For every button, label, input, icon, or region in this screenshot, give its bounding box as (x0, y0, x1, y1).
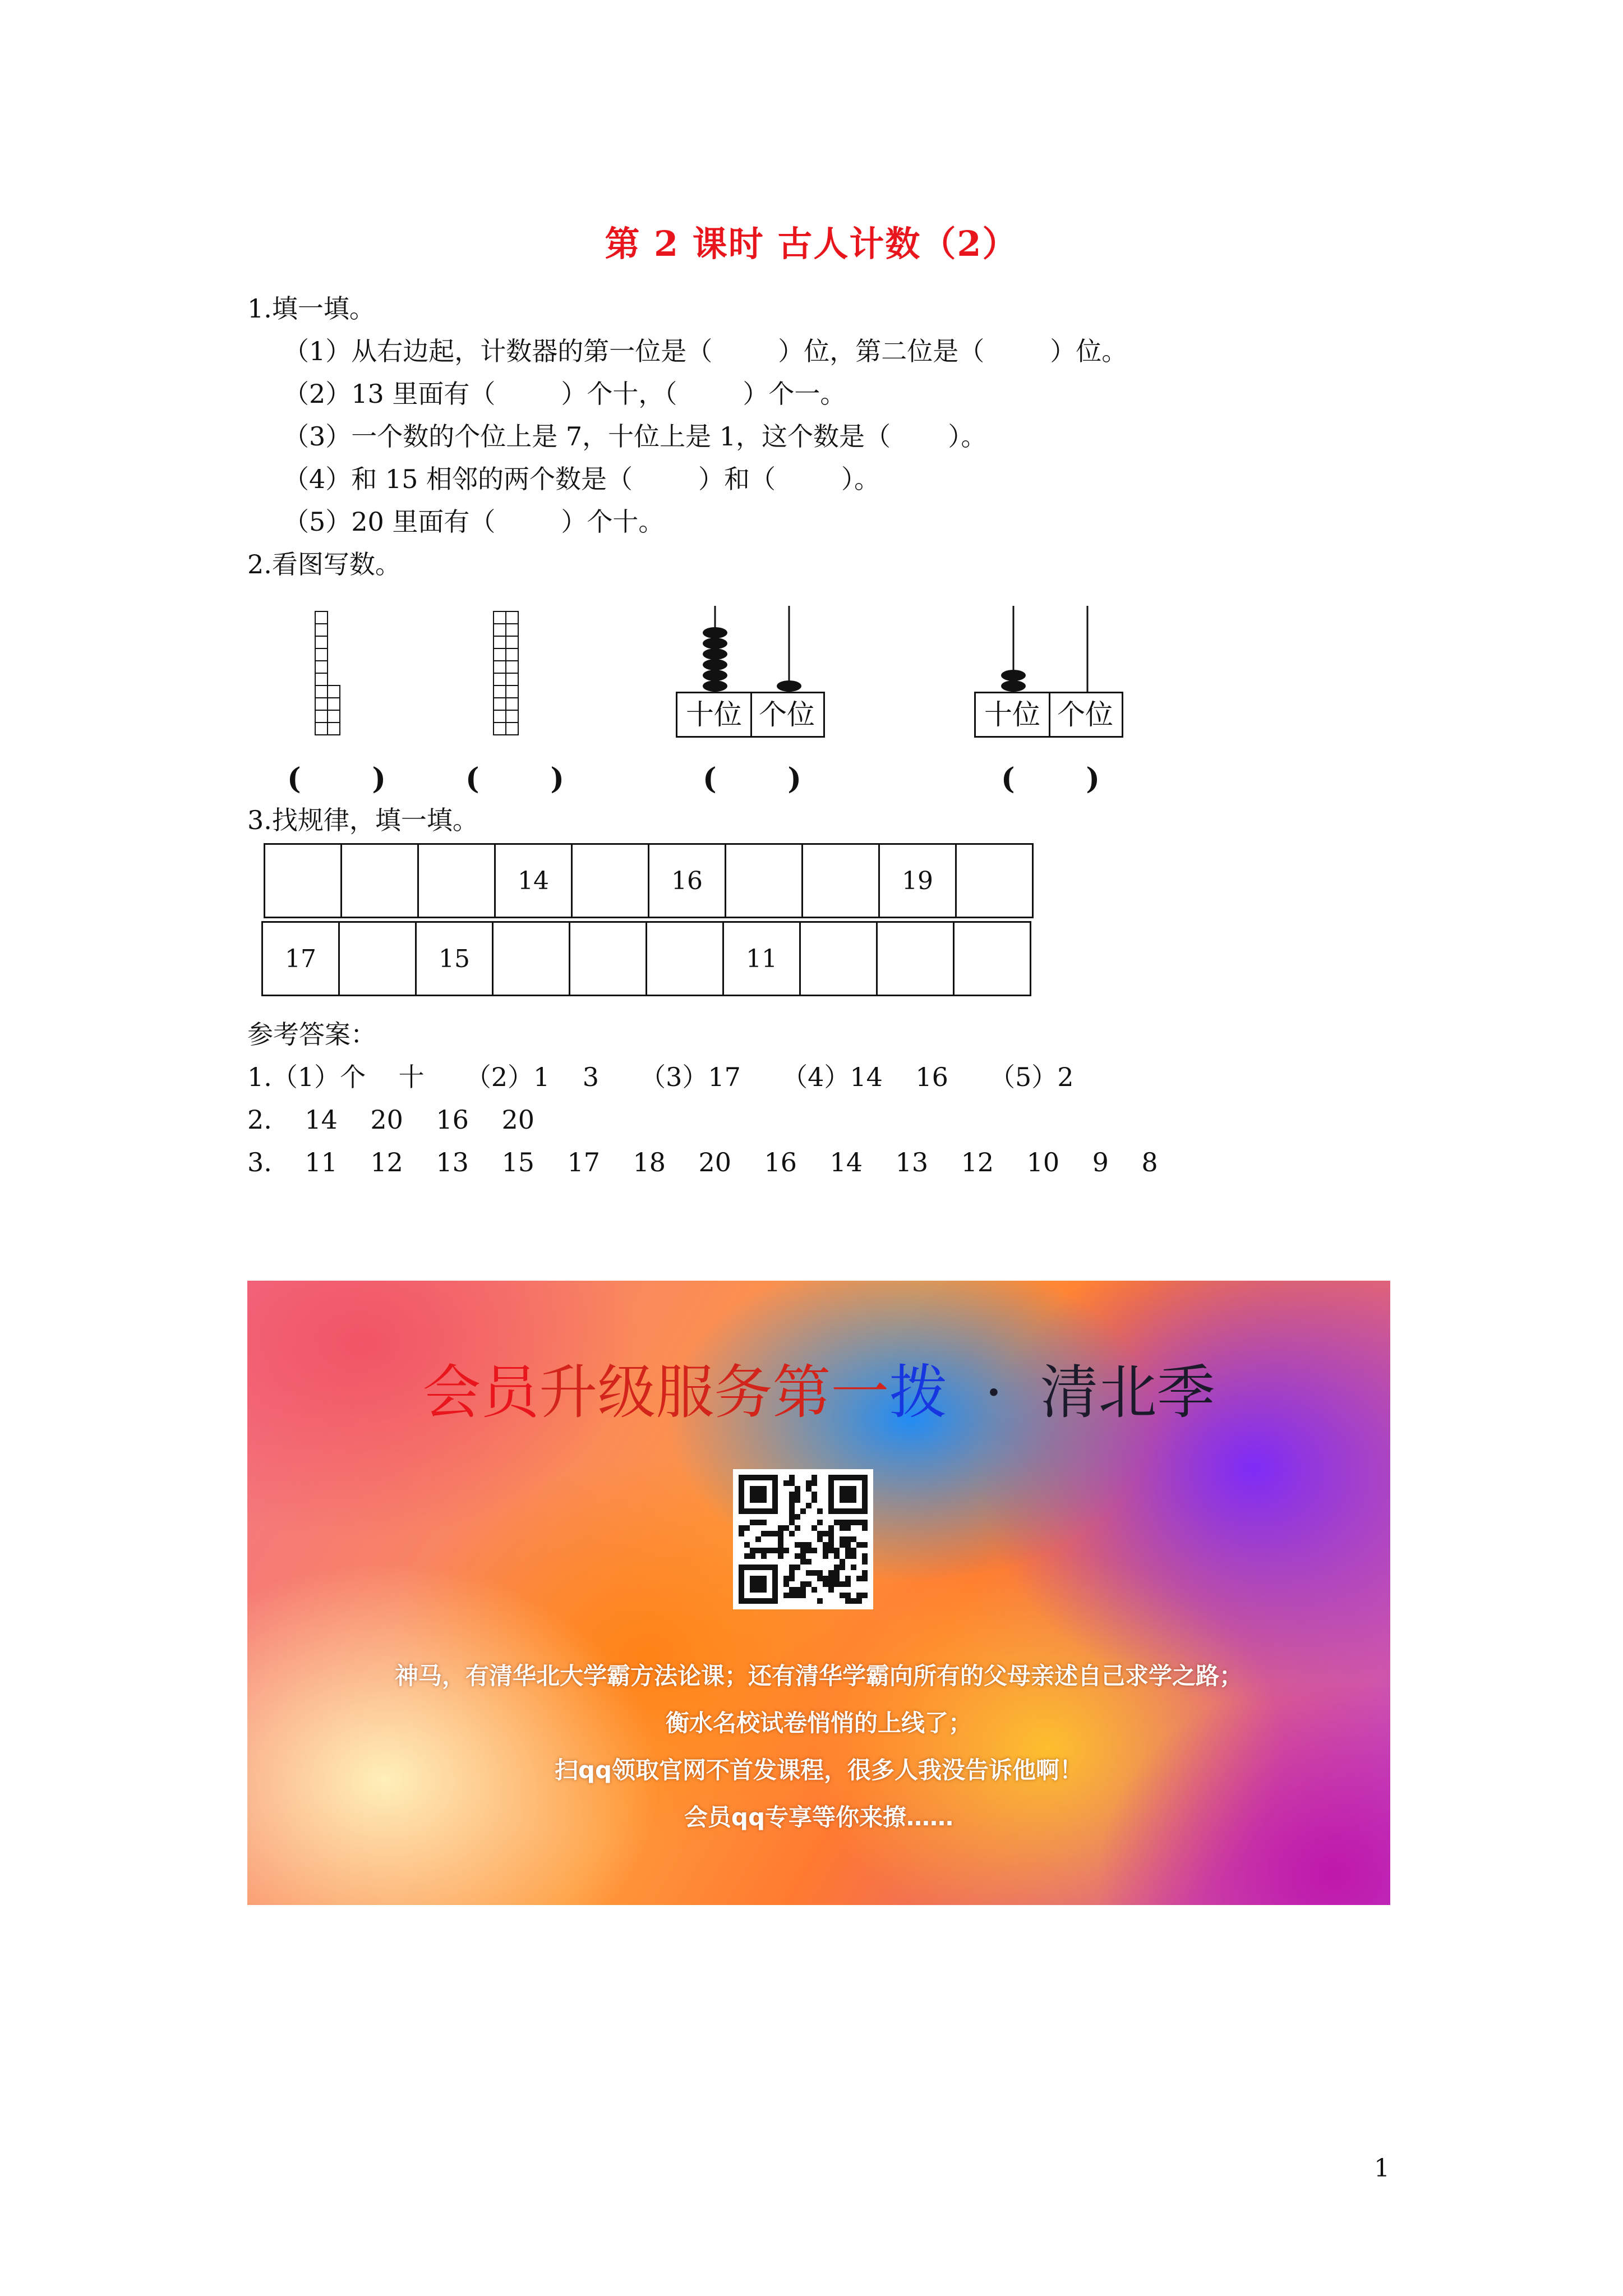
banner-line-2: 衡水名校试卷悄悄的上线了； (665, 1709, 972, 1737)
q1-item-1: （1）从右边起，计数器的第一位是（ ）位，第二位是（ ）位。 (283, 336, 1128, 366)
ten-block-cube (506, 698, 518, 710)
banner-line-4: 会员qq专享等你来撩…… (684, 1803, 954, 1831)
ten-block-cube (494, 723, 506, 735)
ten-block-cube (506, 636, 518, 648)
banner-title-blue: 拨 (889, 1358, 948, 1427)
ten-block-cube (494, 648, 506, 661)
answer-line-3: 3. 11 12 13 15 17 18 20 16 14 13 12 10 9 8 (247, 1147, 1158, 1177)
ten-block-cube (315, 636, 328, 648)
sequence-cell: 16 (649, 844, 726, 918)
sequence-cell (493, 922, 570, 996)
ten-block-cube (315, 685, 328, 698)
sequence-cell: 19 (879, 844, 956, 918)
q2-answer-blank-4: ( ) (1001, 762, 1100, 796)
abacus-figure-1 (703, 606, 801, 692)
sequence-cell (877, 922, 954, 996)
q1-heading: 1.填一填。 (247, 293, 375, 324)
ten-block-cube (315, 698, 328, 710)
one-block-cube (328, 698, 340, 710)
abacus1-tens-label: 十位 (676, 692, 752, 738)
q1-item-3: （3）一个数的个位上是 7，十位上是 1，这个数是（ ）。 (283, 421, 987, 452)
sequence-cell (342, 844, 418, 918)
ten-block-cube (506, 723, 518, 735)
tens-bead (703, 680, 727, 692)
abacus2-ones-label: 个位 (1049, 692, 1123, 738)
q2-figures (303, 583, 1481, 752)
tens-bead (1001, 670, 1026, 681)
ten-block-cube (494, 710, 506, 723)
ten-block-cube (506, 710, 518, 723)
q2-heading: 2.看图写数。 (247, 549, 401, 579)
answers-heading: 参考答案： (247, 1019, 376, 1050)
banner-title-dark: 清北季 (1040, 1358, 1215, 1427)
sequence-cell (572, 844, 649, 918)
ten-block-cube (494, 698, 506, 710)
sequence-cell (570, 922, 647, 996)
sequence-cell (956, 844, 1033, 918)
tens-bead (1001, 680, 1026, 692)
one-block-cube (328, 710, 340, 723)
banner-title-red: 会员 (422, 1358, 540, 1427)
sequence-cell: 17 (262, 922, 339, 996)
tens-bead (703, 659, 727, 670)
banner-line-1: 神马，有清华北大学霸方法论课；还有清华学霸向所有的父母亲述自己求学之路； (394, 1662, 1243, 1690)
ten-block-cube (494, 673, 506, 685)
q3-heading: 3.找规律，填一填。 (247, 805, 478, 835)
ten-block-cube (494, 624, 506, 636)
tens-bead (703, 627, 727, 638)
banner-title (247, 1345, 1390, 1429)
q1-item-5: （5）20 里面有（ ）个十。 (283, 507, 665, 537)
page-title: 第 2 课时 古人计数（2） (605, 223, 1018, 264)
sequence-cell: 14 (495, 844, 572, 918)
promo-banner[interactable] (247, 1281, 1390, 1905)
qr-code[interactable] (733, 1469, 873, 1609)
ones-bead (777, 680, 801, 692)
ten-block-cube (506, 685, 518, 698)
ten-block-cube (315, 661, 328, 673)
ten-block-cube (315, 673, 328, 685)
page-number: 1 (1374, 2154, 1390, 2183)
blocks-figure-1 (315, 611, 340, 735)
sequence-cell: 15 (416, 922, 493, 996)
sequence-cell (339, 922, 416, 996)
sequence-cell (800, 922, 877, 996)
blocks-figure-2 (494, 611, 518, 735)
abacus-figure-2 (1001, 606, 1087, 692)
ten-block-cube (315, 611, 328, 624)
tens-bead (703, 670, 727, 681)
abacus2-tens-label: 十位 (974, 692, 1050, 738)
tens-bead (703, 648, 727, 660)
ten-block-cube (506, 624, 518, 636)
ten-block-cube (506, 611, 518, 624)
ten-block-cube (506, 673, 518, 685)
sequence-cell (726, 844, 803, 918)
sequence-cell (803, 844, 879, 918)
q2-answer-blank-3: ( ) (703, 762, 801, 796)
banner-title-dot: · (947, 1358, 1040, 1427)
sequence-cell (954, 922, 1031, 996)
one-block-cube (328, 723, 340, 735)
sequence-cell (647, 922, 723, 996)
ten-block-cube (494, 685, 506, 698)
sequence-table-1 (264, 843, 1034, 918)
ten-block-cube (315, 648, 328, 661)
sequence-table-2 (261, 921, 1031, 996)
ten-block-cube (494, 661, 506, 673)
banner-title-orange: 升级服务第一 (539, 1358, 889, 1427)
ten-block-cube (315, 624, 328, 636)
sequence-cell: 11 (723, 922, 800, 996)
answer-line-2: 2. 14 20 16 20 (247, 1105, 534, 1135)
one-block-cube (328, 685, 340, 698)
ten-block-cube (506, 648, 518, 661)
ten-block-cube (494, 611, 506, 624)
sequence-cell (418, 844, 495, 918)
ten-block-cube (494, 636, 506, 648)
q2-answer-blank-2: ( ) (465, 762, 564, 796)
ten-block-cube (315, 710, 328, 723)
answer-line-1: 1.（1）个 十 （2）1 3 （3）17 （4）14 16 （5）2 (247, 1062, 1074, 1092)
tens-bead (703, 638, 727, 649)
banner-line-3: 扫qq领取官网不首发课程，很多人我没告诉他啊！ (554, 1756, 1083, 1784)
abacus1-ones-label: 个位 (750, 692, 825, 738)
sequence-cell (265, 844, 342, 918)
q2-answer-blank-1: ( ) (287, 762, 386, 796)
ten-block-cube (315, 723, 328, 735)
q1-item-2: （2）13 里面有（ ）个十，（ ）个一。 (283, 379, 846, 409)
ten-block-cube (506, 661, 518, 673)
q1-item-4: （4）和 15 相邻的两个数是（ ）和（ ）。 (283, 464, 880, 494)
